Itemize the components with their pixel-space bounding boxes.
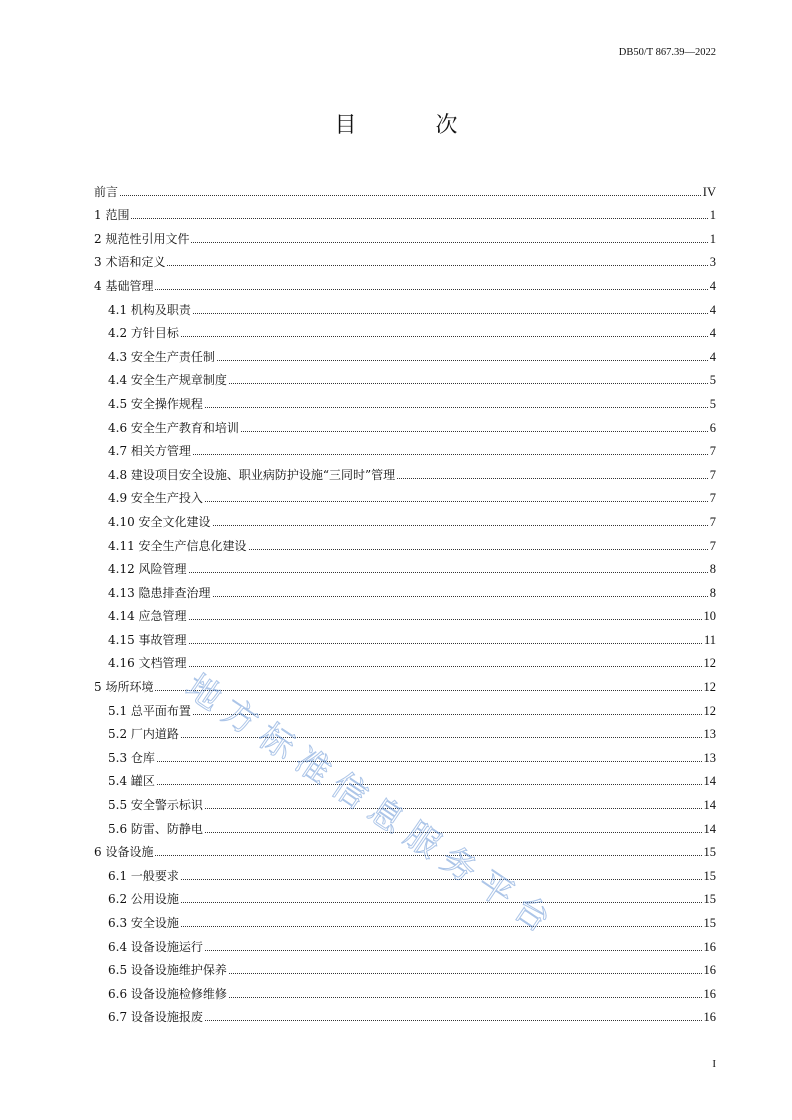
toc-entry-page: 1 [709,208,716,223]
toc-entry-label: 4.6 安全生产教育和培训 [108,420,239,435]
toc-entry[interactable] [94,859,716,883]
toc-leader-dots [205,406,708,408]
toc-entry[interactable] [94,411,716,435]
page-title: 目 次 [334,113,494,138]
toc-leader-dots [213,524,708,526]
toc-entry[interactable] [94,340,716,364]
toc-entry-page: 14 [703,798,716,813]
toc-leader-dots [205,831,702,833]
toc-entry-page: 8 [709,562,716,577]
toc-entry[interactable] [94,718,716,742]
toc-leader-dots [131,217,707,219]
toc-leader-dots [167,264,707,266]
toc-entry-label: 4.10 安全文化建设 [108,514,211,529]
toc-entry-page: 7 [709,444,716,459]
toc-entry-page: 1 [709,231,716,246]
toc-entry[interactable] [94,1001,716,1025]
toc-entry-page: 16 [703,1010,716,1025]
page-number: I [712,1058,716,1070]
toc-entry-page: 4 [709,326,716,341]
toc-leader-dots [181,736,702,738]
toc-entry[interactable] [94,269,716,293]
toc-entry-label: 4.5 安全操作规程 [108,396,203,411]
toc-entry-label: 6.4 设备设施运行 [108,939,203,954]
toc-leader-dots [229,382,708,384]
toc-entry[interactable] [94,836,716,860]
toc-entry[interactable] [94,788,716,812]
toc-entry-label: 6.3 安全设施 [108,916,179,930]
toc-leader-dots [189,618,702,620]
toc-entry-label: 4.4 安全生产规章制度 [108,373,227,388]
toc-entry-page: 15 [703,868,716,883]
toc-leader-dots [205,1019,702,1021]
toc-leader-dots [181,901,702,903]
toc-entry-page: 15 [703,845,716,860]
toc-entry[interactable] [94,930,716,954]
toc-entry-label: 6.2 公用设施 [108,892,179,907]
toc-leader-dots [191,241,707,243]
toc-entry-page: 7 [709,538,716,553]
toc-entry-label: 6 设备设施 [94,845,154,860]
toc-entry-page: 5 [709,373,716,388]
toc-entry-page: 4 [709,349,716,364]
toc-entry-label: 4.2 方针目标 [108,326,179,341]
toc-entry-label: 4.15 事故管理 [108,632,187,647]
toc-entry-label: 5.6 防雷、防静电 [108,821,203,836]
toc-leader-dots [155,288,707,290]
toc-entry[interactable] [94,812,716,836]
toc-entry-page: 16 [703,939,716,954]
watermark: 地方标准信息服务平台 [178,666,566,946]
toc-leader-dots [120,194,701,196]
toc-leader-dots [181,335,708,337]
toc-entry-page: 5 [709,396,716,411]
toc-leader-dots [189,665,702,667]
toc-leader-dots [213,595,708,597]
toc-entry[interactable] [94,670,716,694]
toc-entry[interactable] [94,906,716,930]
toc-entry-page: 7 [709,491,716,506]
toc-leader-dots [157,760,702,762]
toc-leader-dots [193,713,702,715]
toc-entry[interactable] [94,293,716,317]
toc-entry-label: 6.6 设备设施检修维修 [108,986,227,1001]
toc-entry-page: IV [702,184,716,199]
toc-entry-label: 4.11 安全生产信息化建设 [108,538,247,553]
toc-entry-label: 5.1 总平面布置 [108,703,191,718]
toc-entry-page: 13 [703,750,716,765]
toc-leader-dots [157,783,702,785]
toc-entry-page: 12 [703,680,716,695]
toc-entry-page: 4 [709,302,716,317]
toc-entry[interactable] [94,694,716,718]
toc-leader-dots [189,571,708,573]
toc-entry-page: 16 [703,986,716,1001]
toc-entry-page: 7 [709,514,716,529]
toc-entry-page: 12 [703,703,716,718]
toc-entry-page: 16 [703,963,716,978]
toc-leader-dots [229,972,702,974]
toc-entry[interactable] [94,246,716,270]
toc-entry[interactable] [94,741,716,765]
toc-entry-page: 14 [703,774,716,789]
toc-leader-dots [249,548,708,550]
toc-leader-dots [189,642,702,644]
toc-entry-label: 4 基础管理 [94,278,154,293]
toc-entry[interactable] [94,505,716,529]
toc-entry-label: 5 场所环境 [94,680,154,695]
toc-entry-label: 5.4 罐区 [108,774,155,789]
toc-entry[interactable] [94,623,716,647]
toc-entry[interactable] [94,222,716,246]
toc-entry-page: 8 [709,585,716,600]
toc-entry-page: 12 [703,656,716,671]
toc-entry-label: 3 术语和定义 [94,255,166,270]
toc-leader-dots [205,807,702,809]
toc-leader-dots [205,949,702,951]
toc-entry[interactable] [94,765,716,789]
toc-entry[interactable] [94,435,716,459]
toc-entry[interactable] [94,199,716,223]
toc-entry[interactable] [94,458,716,482]
toc-entry-label: 4.8 建设项目安全设施、职业病防护设施“三同时”管理 [108,467,396,482]
toc-leader-dots [241,430,708,432]
toc-entry-label: 前言 [94,184,119,199]
toc-entry-page: 6 [709,420,716,435]
toc-entry-label: 4.12 风险管理 [108,562,187,577]
toc-entry-page: 4 [709,278,716,293]
toc-leader-dots [155,689,701,691]
toc-leader-dots [229,996,702,998]
toc-entry[interactable] [94,647,716,671]
toc-leader-dots [181,925,702,927]
toc-leader-dots [397,477,708,479]
toc-entry-label: 4.7 相关方管理 [108,444,191,459]
toc-entry-page: 11 [703,632,716,647]
toc-entry[interactable] [94,364,716,388]
toc-entry[interactable] [94,175,716,199]
document-code: DB50/T 867.39—2022 [618,47,716,58]
toc-entry-page: 7 [709,467,716,482]
toc-entry-label: 4.1 机构及职责 [108,302,191,317]
toc-entry-page: 3 [709,255,716,270]
toc-entry-label: 6.7 设备设施报废 [108,1010,203,1025]
toc-leader-dots [205,500,708,502]
toc-leader-dots [181,878,702,880]
toc-entry-label: 5.3 仓库 [108,750,155,765]
toc-entry[interactable] [94,553,716,577]
toc-entry[interactable] [94,977,716,1001]
toc-entry[interactable] [94,482,716,506]
toc-leader-dots [217,359,708,361]
toc-leader-dots [155,854,701,856]
toc-entry-label: 4.16 文档管理 [108,656,187,671]
toc-entry-label: 5.5 安全警示标识 [108,798,203,813]
toc-entry-label: 4.14 应急管理 [108,609,187,624]
toc-entry-label: 6.1 一般要求 [108,868,179,883]
toc-entry-page: 13 [703,727,716,742]
toc-entry-page: 14 [703,821,716,836]
toc-entry-page: 10 [703,609,716,624]
toc-entry[interactable] [94,387,716,411]
toc-entry-label: 5.2 厂内道路 [108,727,179,742]
toc-entry[interactable] [94,600,716,624]
toc-entry-label: 6.5 设备设施维护保养 [108,963,227,978]
toc-entry[interactable] [94,576,716,600]
toc-entry[interactable] [94,317,716,341]
toc-entry[interactable] [94,529,716,553]
toc-leader-dots [193,312,708,314]
toc-entry-label: 2 规范性引用文件 [94,231,190,246]
toc-entry-page: 15 [703,892,716,907]
toc-entry-label: 4.3 安全生产责任制 [108,349,215,364]
table-of-contents [94,175,716,1024]
toc-entry[interactable] [94,954,716,978]
toc-leader-dots [193,453,708,455]
toc-entry-label: 4.13 隐患排查治理 [108,585,211,600]
toc-entry-label: 4.9 安全生产投入 [108,491,203,506]
toc-entry-label: 1 范围 [94,208,130,223]
toc-entry[interactable] [94,883,716,907]
toc-entry-page: 15 [703,916,716,930]
